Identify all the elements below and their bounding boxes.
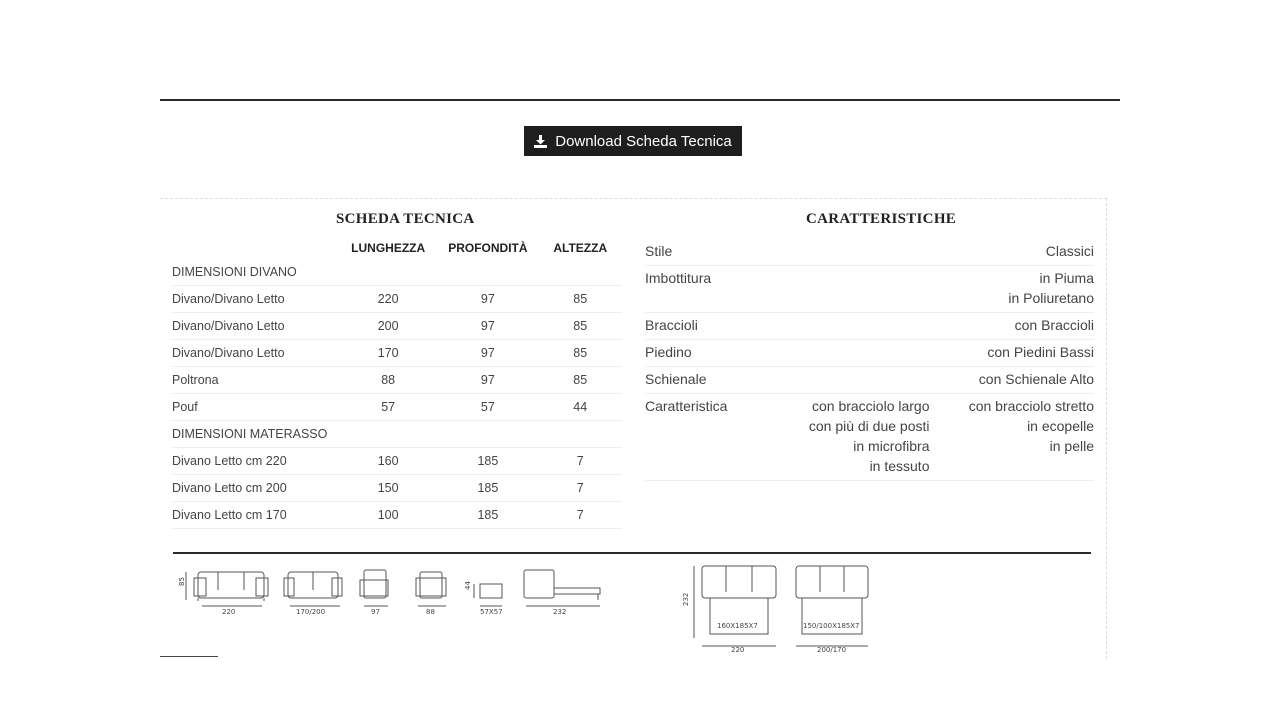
drawing-label: 85 bbox=[178, 577, 186, 586]
armchair-88-drawing bbox=[416, 572, 446, 606]
table-row bbox=[172, 313, 622, 340]
cell-lunghezza: 170 bbox=[377, 346, 399, 360]
feature-column bbox=[785, 396, 930, 476]
cell-profondita: 97 bbox=[480, 319, 495, 333]
drawing-label: 160X185X7 bbox=[717, 622, 758, 630]
drawings-divider bbox=[173, 552, 1091, 554]
drawing-label: 88 bbox=[426, 608, 435, 616]
cell-profondita: 185 bbox=[477, 454, 499, 468]
cell-altezza: 85 bbox=[573, 292, 588, 306]
download-scheda-button[interactable] bbox=[524, 126, 742, 156]
drawing-label: 232 bbox=[682, 592, 690, 606]
row-name: Divano Letto cm 220 bbox=[172, 454, 287, 468]
feature-row-braccioli bbox=[645, 313, 1094, 340]
drawing-label: 44 bbox=[464, 581, 472, 590]
cell-lunghezza: 220 bbox=[377, 292, 399, 306]
cell-altezza: 7 bbox=[576, 454, 584, 468]
feature-values bbox=[785, 396, 1094, 476]
feature-column bbox=[950, 396, 1095, 476]
section-row bbox=[172, 259, 622, 286]
feature-value-line: in ecopelle bbox=[1027, 418, 1094, 434]
top-divider bbox=[160, 99, 1120, 101]
cell-altezza: 7 bbox=[576, 508, 584, 522]
section-label: DIMENSIONI DIVANO bbox=[172, 265, 297, 279]
cell-lunghezza: 150 bbox=[377, 481, 399, 495]
cell-profondita: 185 bbox=[477, 481, 499, 495]
feature-label: Caratteristica bbox=[645, 398, 728, 414]
feature-value: con Piedini Bassi bbox=[987, 344, 1094, 360]
download-label: Download Scheda Tecnica bbox=[555, 132, 732, 150]
row-name: Divano Letto cm 170 bbox=[172, 508, 287, 522]
feature-label: Imbottitura bbox=[645, 270, 712, 286]
cell-lunghezza: 88 bbox=[381, 373, 396, 387]
feature-row-stile bbox=[645, 239, 1094, 266]
feature-label: Braccioli bbox=[645, 317, 698, 333]
feature-value-line: con bracciolo stretto bbox=[968, 398, 1094, 414]
feature-value: con Schienale Alto bbox=[978, 371, 1094, 387]
cell-altezza: 85 bbox=[573, 373, 588, 387]
feature-row-caratteristica bbox=[645, 394, 1094, 481]
feature-value: con Braccioli bbox=[1014, 317, 1094, 333]
feature-value-line: in pelle bbox=[1049, 438, 1094, 454]
drawing-label: 220 bbox=[222, 608, 236, 616]
table-row bbox=[172, 367, 622, 394]
cell-altezza: 44 bbox=[573, 400, 588, 414]
section-row bbox=[172, 421, 622, 448]
cell-profondita: 97 bbox=[480, 292, 495, 306]
feature-value-line: con più di due posti bbox=[808, 418, 930, 434]
sofa-220-drawing bbox=[186, 572, 268, 606]
table-row bbox=[172, 340, 622, 367]
feature-value-line: in Poliuretano bbox=[1008, 290, 1094, 306]
row-name: Pouf bbox=[172, 400, 198, 414]
row-name: Poltrona bbox=[172, 373, 219, 387]
table-row bbox=[172, 394, 622, 421]
sofa-bed-side-drawing bbox=[524, 570, 600, 606]
cell-altezza: 7 bbox=[576, 481, 584, 495]
feature-label: Piedino bbox=[645, 344, 692, 360]
drawing-label: 150/100X185X7 bbox=[803, 622, 860, 630]
cell-profondita: 57 bbox=[480, 400, 495, 414]
drawing-label: 170/200 bbox=[296, 608, 326, 616]
row-name: Divano/Divano Letto bbox=[172, 319, 285, 333]
armchair-97-drawing bbox=[360, 570, 388, 606]
technical-drawings bbox=[170, 560, 890, 660]
feature-value-line: in microfibra bbox=[853, 438, 930, 454]
bed-220-drawing bbox=[694, 566, 776, 646]
cell-altezza: 85 bbox=[573, 346, 588, 360]
feature-row-schienale bbox=[645, 367, 1094, 394]
table-row bbox=[172, 502, 622, 529]
table-row bbox=[172, 448, 622, 475]
sofa-170-200-drawing bbox=[284, 572, 342, 606]
section-label: DIMENSIONI MATERASSO bbox=[172, 427, 328, 441]
feature-row-piedino bbox=[645, 340, 1094, 367]
scheda-table bbox=[172, 237, 622, 529]
download-icon bbox=[534, 135, 547, 148]
cell-lunghezza: 200 bbox=[377, 319, 399, 333]
cell-profondita: 97 bbox=[480, 346, 495, 360]
feature-row-imbottitura bbox=[645, 266, 1094, 313]
cell-lunghezza: 160 bbox=[377, 454, 399, 468]
caratteristiche-list bbox=[645, 239, 1094, 481]
feature-value-line: con bracciolo largo bbox=[811, 398, 930, 414]
feature-value-line: in Piuma bbox=[1039, 270, 1094, 286]
header-lunghezza: LUNGHEZZA bbox=[351, 241, 426, 255]
row-name: Divano/Divano Letto bbox=[172, 346, 285, 360]
small-divider bbox=[160, 656, 218, 657]
feature-label: Stile bbox=[645, 243, 673, 259]
cell-lunghezza: 57 bbox=[381, 400, 396, 414]
feature-value bbox=[795, 268, 1094, 308]
header-altezza: ALTEZZA bbox=[553, 241, 608, 255]
feature-label: Schienale bbox=[645, 371, 707, 387]
drawing-label: 232 bbox=[553, 608, 567, 616]
bed-200-170-drawing bbox=[796, 566, 868, 646]
feature-value: Classici bbox=[1045, 243, 1094, 259]
caratteristiche-title: CARATTERISTICHE bbox=[806, 211, 957, 227]
drawing-label: 200/170 bbox=[817, 646, 847, 654]
cell-lunghezza: 100 bbox=[377, 508, 399, 522]
cell-profondita: 97 bbox=[480, 373, 495, 387]
scheda-tecnica-title: SCHEDA TECNICA bbox=[336, 211, 475, 227]
drawing-label: 57X57 bbox=[480, 608, 503, 616]
feature-value-line: in tessuto bbox=[869, 458, 930, 474]
drawing-label: 97 bbox=[371, 608, 380, 616]
table-header bbox=[172, 237, 622, 259]
table-row bbox=[172, 286, 622, 313]
table-row bbox=[172, 475, 622, 502]
pouf-drawing bbox=[474, 584, 502, 606]
row-name: Divano/Divano Letto bbox=[172, 292, 285, 306]
row-name: Divano Letto cm 200 bbox=[172, 481, 287, 495]
cell-altezza: 85 bbox=[573, 319, 588, 333]
cell-profondita: 185 bbox=[477, 508, 499, 522]
drawing-label: 220 bbox=[731, 646, 745, 654]
header-profondita: PROFONDITÀ bbox=[448, 241, 528, 255]
